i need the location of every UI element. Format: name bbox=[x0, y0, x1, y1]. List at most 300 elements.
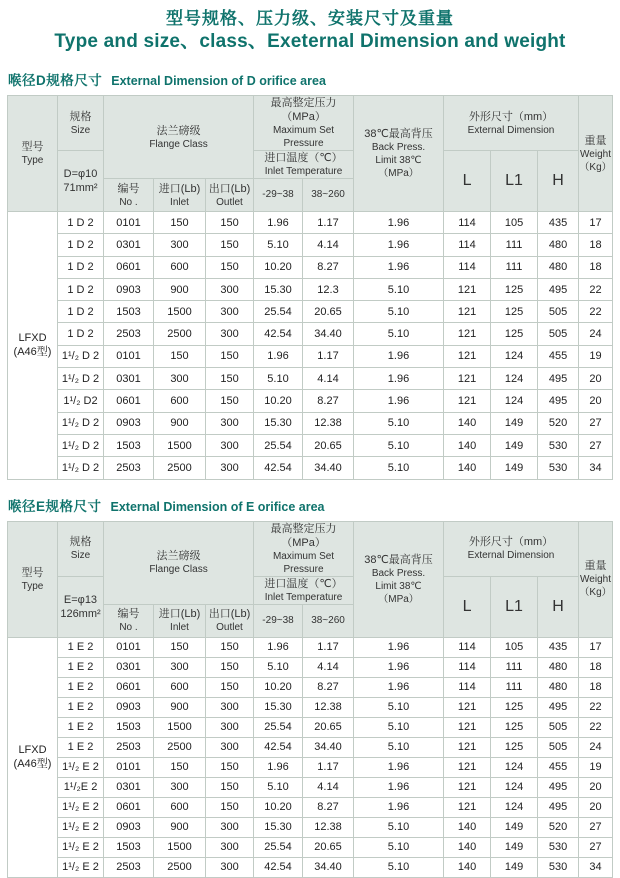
size-cell: 1¹/₂ D 2 bbox=[58, 345, 104, 367]
dim-l-cell: 121 bbox=[444, 777, 491, 797]
size-cell: 1 D 2 bbox=[58, 212, 104, 234]
dim-l-cell: 121 bbox=[444, 323, 491, 345]
label-zh: 最高整定压力（MPa） bbox=[270, 522, 337, 549]
set-pressure-low-cell: 42.54 bbox=[254, 857, 303, 877]
label-range: -29~38 bbox=[262, 189, 294, 200]
col-header-dim-l: L bbox=[444, 151, 491, 212]
dim-h-cell: 520 bbox=[538, 412, 579, 434]
dim-h-cell: 495 bbox=[538, 797, 579, 817]
section-title-en: External Dimension of D orifice area bbox=[111, 74, 326, 88]
dim-h-cell: 530 bbox=[538, 434, 579, 456]
type-model: (A46型) bbox=[13, 346, 52, 359]
header-row-2 bbox=[8, 576, 613, 604]
size-cell: 1 E 2 bbox=[58, 697, 104, 717]
label-en: Size bbox=[70, 124, 91, 136]
back-pressure-cell: 5.10 bbox=[354, 323, 444, 345]
col-header-inlet bbox=[154, 179, 206, 212]
dim-h-cell: 505 bbox=[538, 717, 579, 737]
set-pressure-low-cell: 10.20 bbox=[254, 677, 303, 697]
label-unit: （Kg） bbox=[579, 161, 612, 173]
no-cell: 0101 bbox=[104, 345, 154, 367]
outlet-lb-cell: 300 bbox=[206, 837, 254, 857]
set-pressure-high-cell: 8.27 bbox=[303, 797, 354, 817]
col-header-size bbox=[58, 521, 104, 576]
section-title-zh: 喉径E规格尺寸 bbox=[8, 498, 102, 514]
inlet-lb-cell: 300 bbox=[154, 234, 206, 256]
back-pressure-cell: 5.10 bbox=[354, 837, 444, 857]
inlet-lb-cell: 1500 bbox=[154, 301, 206, 323]
col-header-external-dimension bbox=[444, 521, 579, 576]
spec-row bbox=[8, 677, 613, 697]
outlet-lb-cell: 150 bbox=[206, 256, 254, 278]
weight-cell: 24 bbox=[579, 323, 613, 345]
weight-cell: 20 bbox=[579, 797, 613, 817]
no-cell: 0301 bbox=[104, 368, 154, 390]
spec-row bbox=[8, 434, 613, 456]
inlet-lb-cell: 2500 bbox=[154, 857, 206, 877]
outlet-lb-cell: 150 bbox=[206, 757, 254, 777]
no-cell: 2503 bbox=[104, 457, 154, 479]
inlet-lb-cell: 900 bbox=[154, 697, 206, 717]
dim-l-cell: 140 bbox=[444, 817, 491, 837]
no-cell: 1503 bbox=[104, 301, 154, 323]
size-spec-line1: E=φ13 bbox=[63, 593, 98, 606]
no-cell: 1503 bbox=[104, 837, 154, 857]
back-pressure-cell: 5.10 bbox=[354, 857, 444, 877]
size-cell: 1¹/₂ E 2 bbox=[58, 817, 104, 837]
dim-l-cell: 114 bbox=[444, 212, 491, 234]
outlet-lb-cell: 300 bbox=[206, 434, 254, 456]
set-pressure-high-cell: 20.65 bbox=[303, 434, 354, 456]
outlet-lb-cell: 300 bbox=[206, 278, 254, 300]
section-title bbox=[8, 495, 612, 515]
label-zh: 外形尺寸（mm） bbox=[468, 110, 554, 123]
dim-h-cell: 495 bbox=[538, 390, 579, 412]
spec-row bbox=[8, 657, 613, 677]
set-pressure-low-cell: 5.10 bbox=[254, 234, 303, 256]
type-model: (A46型) bbox=[13, 758, 52, 771]
set-pressure-low-cell: 10.20 bbox=[254, 797, 303, 817]
dim-l-cell: 140 bbox=[444, 434, 491, 456]
dim-h-cell: 505 bbox=[538, 737, 579, 757]
header-row-2 bbox=[8, 151, 613, 179]
set-pressure-low-cell: 42.54 bbox=[254, 323, 303, 345]
outlet-lb-cell: 300 bbox=[206, 717, 254, 737]
col-header-inlet bbox=[154, 604, 206, 637]
dim-l1-cell: 105 bbox=[491, 212, 538, 234]
no-cell: 2503 bbox=[104, 737, 154, 757]
inlet-lb-cell: 300 bbox=[154, 368, 206, 390]
outlet-lb-cell: 300 bbox=[206, 697, 254, 717]
label-range: 38~260 bbox=[311, 189, 345, 200]
set-pressure-high-cell: 34.40 bbox=[303, 457, 354, 479]
col-header-dim-l1: L1 bbox=[491, 576, 538, 637]
label-en: Maximum Set Pressure bbox=[272, 125, 335, 149]
dim-h-cell: 520 bbox=[538, 817, 579, 837]
spec-row bbox=[8, 637, 613, 657]
page-title-zh: 型号规格、压力级、安装尺寸及重量 bbox=[166, 9, 454, 28]
set-pressure-low-cell: 25.54 bbox=[254, 717, 303, 737]
type-name: LFXD bbox=[18, 744, 47, 757]
spec-row bbox=[8, 837, 613, 857]
no-cell: 2503 bbox=[104, 323, 154, 345]
inlet-lb-cell: 1500 bbox=[154, 717, 206, 737]
label-en: Inlet Temperature bbox=[264, 591, 343, 603]
set-pressure-high-cell: 1.17 bbox=[303, 637, 354, 657]
no-cell: 0601 bbox=[104, 390, 154, 412]
back-pressure-cell: 5.10 bbox=[354, 412, 444, 434]
label-zh: 型号 bbox=[21, 566, 44, 579]
set-pressure-high-cell: 8.27 bbox=[303, 256, 354, 278]
spec-row bbox=[8, 345, 613, 367]
dim-h-cell: 435 bbox=[538, 637, 579, 657]
label-unit: （Kg） bbox=[579, 587, 612, 599]
label-en: Flange Class bbox=[149, 564, 208, 576]
page-title bbox=[0, 0, 620, 54]
dim-l-cell: 140 bbox=[444, 412, 491, 434]
set-pressure-high-cell: 1.17 bbox=[303, 345, 354, 367]
weight-cell: 18 bbox=[579, 256, 613, 278]
label-en: External Dimension bbox=[467, 550, 555, 562]
label-zh: 进口(Lb) bbox=[158, 182, 201, 195]
dim-l-cell: 121 bbox=[444, 697, 491, 717]
label-en: Back Press. bbox=[371, 142, 426, 153]
dim-l1-cell: 149 bbox=[491, 837, 538, 857]
no-cell: 1503 bbox=[104, 717, 154, 737]
page-title-en: Type and size、class、Exeternal Dimension and weight bbox=[54, 31, 566, 52]
dim-h-cell: 435 bbox=[538, 212, 579, 234]
outlet-lb-cell: 150 bbox=[206, 345, 254, 367]
no-cell: 0101 bbox=[104, 637, 154, 657]
size-cell: 1¹/₂ E 2 bbox=[58, 797, 104, 817]
inlet-lb-cell: 150 bbox=[154, 345, 206, 367]
label-zh: 最高整定压力（MPa） bbox=[270, 97, 337, 123]
dim-h-cell: 455 bbox=[538, 345, 579, 367]
label-zh: 进口温度（℃） bbox=[264, 577, 343, 590]
size-spec-line1: D=φ10 bbox=[63, 168, 98, 180]
size-cell: 1 D 2 bbox=[58, 234, 104, 256]
dim-l-cell: 121 bbox=[444, 390, 491, 412]
spec-row bbox=[8, 797, 613, 817]
inlet-lb-cell: 600 bbox=[154, 256, 206, 278]
weight-cell: 18 bbox=[579, 234, 613, 256]
label-zh: 外形尺寸（mm） bbox=[468, 536, 554, 549]
size-cell: 1 D 2 bbox=[58, 256, 104, 278]
label-range: 38~260 bbox=[311, 614, 345, 626]
dim-h-cell: 495 bbox=[538, 777, 579, 797]
set-pressure-high-cell: 4.14 bbox=[303, 777, 354, 797]
set-pressure-low-cell: 42.54 bbox=[254, 737, 303, 757]
weight-cell: 20 bbox=[579, 368, 613, 390]
col-header-no bbox=[104, 179, 154, 212]
dim-l-cell: 121 bbox=[444, 368, 491, 390]
dim-l1-cell: 124 bbox=[491, 345, 538, 367]
dim-l-cell: 121 bbox=[444, 757, 491, 777]
weight-cell: 18 bbox=[579, 677, 613, 697]
size-cell: 1 D 2 bbox=[58, 301, 104, 323]
label-zh: 型号 bbox=[21, 141, 44, 153]
col-header-inlet-temperature bbox=[254, 576, 354, 604]
dim-l-cell: 114 bbox=[444, 234, 491, 256]
size-cell: 1¹/₂ D 2 bbox=[58, 368, 104, 390]
size-cell: 1 D 2 bbox=[58, 278, 104, 300]
col-header-dim-h: H bbox=[538, 576, 579, 637]
dim-l-cell: 114 bbox=[444, 657, 491, 677]
table-header bbox=[8, 521, 613, 637]
spec-row bbox=[8, 301, 613, 323]
label-en: Flange Class bbox=[149, 138, 208, 150]
set-pressure-low-cell: 5.10 bbox=[254, 777, 303, 797]
back-pressure-cell: 1.96 bbox=[354, 677, 444, 697]
size-cell: 1¹/₂ D 2 bbox=[58, 412, 104, 434]
set-pressure-low-cell: 10.20 bbox=[254, 390, 303, 412]
label-en: Inlet bbox=[170, 622, 189, 634]
section-title bbox=[8, 69, 612, 89]
set-pressure-low-cell: 42.54 bbox=[254, 457, 303, 479]
type-cell bbox=[8, 212, 58, 480]
no-cell: 0903 bbox=[104, 278, 154, 300]
col-header-weight bbox=[579, 96, 613, 212]
set-pressure-high-cell: 1.17 bbox=[303, 212, 354, 234]
dim-l1-cell: 124 bbox=[491, 390, 538, 412]
dim-l1-cell: 124 bbox=[491, 797, 538, 817]
set-pressure-low-cell: 5.10 bbox=[254, 657, 303, 677]
dim-h-cell: 480 bbox=[538, 234, 579, 256]
dim-h-cell: 530 bbox=[538, 857, 579, 877]
outlet-lb-cell: 150 bbox=[206, 234, 254, 256]
size-cell: 1 E 2 bbox=[58, 717, 104, 737]
col-header-dim-l: L bbox=[444, 576, 491, 637]
back-pressure-cell: 1.96 bbox=[354, 657, 444, 677]
label-zh: 重量 bbox=[584, 134, 607, 147]
dim-l-cell: 114 bbox=[444, 677, 491, 697]
back-pressure-cell: 1.96 bbox=[354, 368, 444, 390]
label-zh: 重量 bbox=[584, 560, 607, 573]
back-pressure-cell: 5.10 bbox=[354, 457, 444, 479]
label-zh: 进口温度（℃） bbox=[264, 152, 343, 164]
dim-l1-cell: 149 bbox=[491, 817, 538, 837]
no-cell: 0903 bbox=[104, 697, 154, 717]
set-pressure-low-cell: 15.30 bbox=[254, 697, 303, 717]
weight-cell: 18 bbox=[579, 657, 613, 677]
type-cell bbox=[8, 637, 58, 877]
col-header-weight bbox=[579, 521, 613, 637]
inlet-lb-cell: 2500 bbox=[154, 323, 206, 345]
dim-h-cell: 495 bbox=[538, 697, 579, 717]
size-cell: 1¹/₂ D 2 bbox=[58, 434, 104, 456]
set-pressure-high-cell: 34.40 bbox=[303, 737, 354, 757]
size-cell: 1¹/₂ E 2 bbox=[58, 837, 104, 857]
set-pressure-high-cell: 8.27 bbox=[303, 390, 354, 412]
weight-cell: 19 bbox=[579, 757, 613, 777]
dim-l1-cell: 111 bbox=[491, 657, 538, 677]
no-cell: 2503 bbox=[104, 857, 154, 877]
back-pressure-cell: 1.96 bbox=[354, 797, 444, 817]
no-cell: 0601 bbox=[104, 256, 154, 278]
col-header-size bbox=[58, 96, 104, 151]
set-pressure-low-cell: 5.10 bbox=[254, 368, 303, 390]
col-header-temp-range-low bbox=[254, 604, 303, 637]
label-zh: 编号 bbox=[117, 182, 140, 195]
set-pressure-low-cell: 1.96 bbox=[254, 345, 303, 367]
inlet-lb-cell: 150 bbox=[154, 757, 206, 777]
label-en: Weight bbox=[580, 574, 611, 586]
col-header-temp-range-low bbox=[254, 179, 303, 212]
dim-h-cell: 480 bbox=[538, 256, 579, 278]
set-pressure-high-cell: 4.14 bbox=[303, 368, 354, 390]
spec-table bbox=[7, 521, 613, 878]
dim-l1-cell: 111 bbox=[491, 234, 538, 256]
dim-l-cell: 140 bbox=[444, 857, 491, 877]
size-cell: 1¹/₂ D 2 bbox=[58, 457, 104, 479]
dim-h-cell: 495 bbox=[538, 368, 579, 390]
set-pressure-low-cell: 10.20 bbox=[254, 256, 303, 278]
size-cell: 1¹/₂ D2 bbox=[58, 390, 104, 412]
label-zh: 法兰磅级 bbox=[156, 550, 201, 563]
set-pressure-high-cell: 12.38 bbox=[303, 817, 354, 837]
spec-row bbox=[8, 777, 613, 797]
dim-l-cell: 121 bbox=[444, 345, 491, 367]
col-header-size-spec bbox=[58, 576, 104, 637]
set-pressure-high-cell: 4.14 bbox=[303, 234, 354, 256]
orifice-section bbox=[7, 69, 613, 480]
col-header-outlet bbox=[206, 179, 254, 212]
label-zh: 38℃最高背压 bbox=[364, 553, 433, 566]
col-header-type bbox=[8, 521, 58, 637]
back-pressure-cell: 1.96 bbox=[354, 390, 444, 412]
weight-cell: 24 bbox=[579, 737, 613, 757]
dim-l-cell: 140 bbox=[444, 837, 491, 857]
dim-l-cell: 121 bbox=[444, 717, 491, 737]
dim-l1-cell: 124 bbox=[491, 368, 538, 390]
col-header-max-set-pressure bbox=[254, 96, 354, 151]
set-pressure-high-cell: 12.38 bbox=[303, 697, 354, 717]
label-zh: 出口(Lb) bbox=[208, 182, 251, 195]
dim-h-cell: 530 bbox=[538, 837, 579, 857]
outlet-lb-cell: 150 bbox=[206, 677, 254, 697]
label-zh: 进口(Lb) bbox=[158, 608, 201, 621]
spec-row bbox=[8, 757, 613, 777]
no-cell: 0101 bbox=[104, 212, 154, 234]
dim-h-cell: 530 bbox=[538, 457, 579, 479]
outlet-lb-cell: 300 bbox=[206, 737, 254, 757]
back-pressure-cell: 1.96 bbox=[354, 637, 444, 657]
label-en: Inlet Temperature bbox=[264, 166, 343, 177]
set-pressure-high-cell: 12.3 bbox=[303, 278, 354, 300]
dim-l1-cell: 111 bbox=[491, 256, 538, 278]
back-pressure-cell: 1.96 bbox=[354, 234, 444, 256]
no-cell: 0301 bbox=[104, 657, 154, 677]
inlet-lb-cell: 300 bbox=[154, 777, 206, 797]
label-en: Size bbox=[70, 550, 91, 562]
no-cell: 0101 bbox=[104, 757, 154, 777]
dim-l-cell: 114 bbox=[444, 256, 491, 278]
col-header-temp-range-high bbox=[303, 179, 354, 212]
back-pressure-cell: 1.96 bbox=[354, 212, 444, 234]
weight-cell: 17 bbox=[579, 212, 613, 234]
set-pressure-low-cell: 1.96 bbox=[254, 637, 303, 657]
table-body bbox=[8, 212, 613, 480]
label-en: Back Press. bbox=[371, 567, 426, 579]
label-zh: 规格 bbox=[69, 536, 92, 549]
header-row-1 bbox=[8, 521, 613, 576]
label-en: Inlet bbox=[170, 196, 189, 208]
set-pressure-high-cell: 20.65 bbox=[303, 301, 354, 323]
set-pressure-high-cell: 34.40 bbox=[303, 323, 354, 345]
label-zh: 出口(Lb) bbox=[208, 608, 251, 621]
label-en: Limit 38℃ bbox=[375, 155, 422, 166]
col-header-back-pressure bbox=[354, 521, 444, 637]
label-range: -29~38 bbox=[262, 614, 294, 626]
size-cell: 1 E 2 bbox=[58, 657, 104, 677]
outlet-lb-cell: 150 bbox=[206, 797, 254, 817]
size-cell: 1¹/₂ E 2 bbox=[58, 757, 104, 777]
outlet-lb-cell: 300 bbox=[206, 457, 254, 479]
col-header-dim-l1: L1 bbox=[491, 151, 538, 212]
set-pressure-high-cell: 4.14 bbox=[303, 657, 354, 677]
outlet-lb-cell: 150 bbox=[206, 368, 254, 390]
size-cell: 1 E 2 bbox=[58, 737, 104, 757]
set-pressure-high-cell: 1.17 bbox=[303, 757, 354, 777]
col-header-max-set-pressure bbox=[254, 521, 354, 576]
label-en: Limit 38℃ bbox=[375, 580, 422, 592]
dim-h-cell: 480 bbox=[538, 677, 579, 697]
weight-cell: 27 bbox=[579, 817, 613, 837]
inlet-lb-cell: 600 bbox=[154, 797, 206, 817]
dim-l1-cell: 125 bbox=[491, 697, 538, 717]
set-pressure-high-cell: 8.27 bbox=[303, 677, 354, 697]
weight-cell: 22 bbox=[579, 278, 613, 300]
section-title-zh: 喉径D规格尺寸 bbox=[8, 73, 103, 88]
weight-cell: 19 bbox=[579, 345, 613, 367]
weight-cell: 34 bbox=[579, 457, 613, 479]
weight-cell: 17 bbox=[579, 637, 613, 657]
weight-cell: 34 bbox=[579, 857, 613, 877]
no-cell: 0301 bbox=[104, 777, 154, 797]
spec-row bbox=[8, 457, 613, 479]
label-en: Weight bbox=[580, 148, 611, 160]
orifice-section bbox=[7, 495, 613, 878]
outlet-lb-cell: 150 bbox=[206, 212, 254, 234]
col-header-no bbox=[104, 604, 154, 637]
outlet-lb-cell: 300 bbox=[206, 412, 254, 434]
dim-l1-cell: 149 bbox=[491, 434, 538, 456]
col-header-temp-range-high bbox=[303, 604, 354, 637]
spec-row bbox=[8, 278, 613, 300]
col-header-outlet bbox=[206, 604, 254, 637]
col-header-back-pressure bbox=[354, 96, 444, 212]
dim-l1-cell: 149 bbox=[491, 412, 538, 434]
set-pressure-low-cell: 15.30 bbox=[254, 817, 303, 837]
inlet-lb-cell: 2500 bbox=[154, 737, 206, 757]
back-pressure-cell: 1.96 bbox=[354, 777, 444, 797]
spec-row bbox=[8, 323, 613, 345]
back-pressure-cell: 5.10 bbox=[354, 737, 444, 757]
dim-l1-cell: 124 bbox=[491, 757, 538, 777]
size-cell: 1¹/₂E 2 bbox=[58, 777, 104, 797]
set-pressure-low-cell: 25.54 bbox=[254, 837, 303, 857]
label-en: Outlet bbox=[216, 196, 243, 208]
back-pressure-cell: 5.10 bbox=[354, 434, 444, 456]
spec-row bbox=[8, 234, 613, 256]
label-zh: 编号 bbox=[117, 608, 140, 621]
back-pressure-cell: 1.96 bbox=[354, 345, 444, 367]
label-en: No . bbox=[119, 196, 138, 208]
weight-cell: 20 bbox=[579, 777, 613, 797]
dim-h-cell: 455 bbox=[538, 757, 579, 777]
outlet-lb-cell: 150 bbox=[206, 777, 254, 797]
weight-cell: 22 bbox=[579, 697, 613, 717]
